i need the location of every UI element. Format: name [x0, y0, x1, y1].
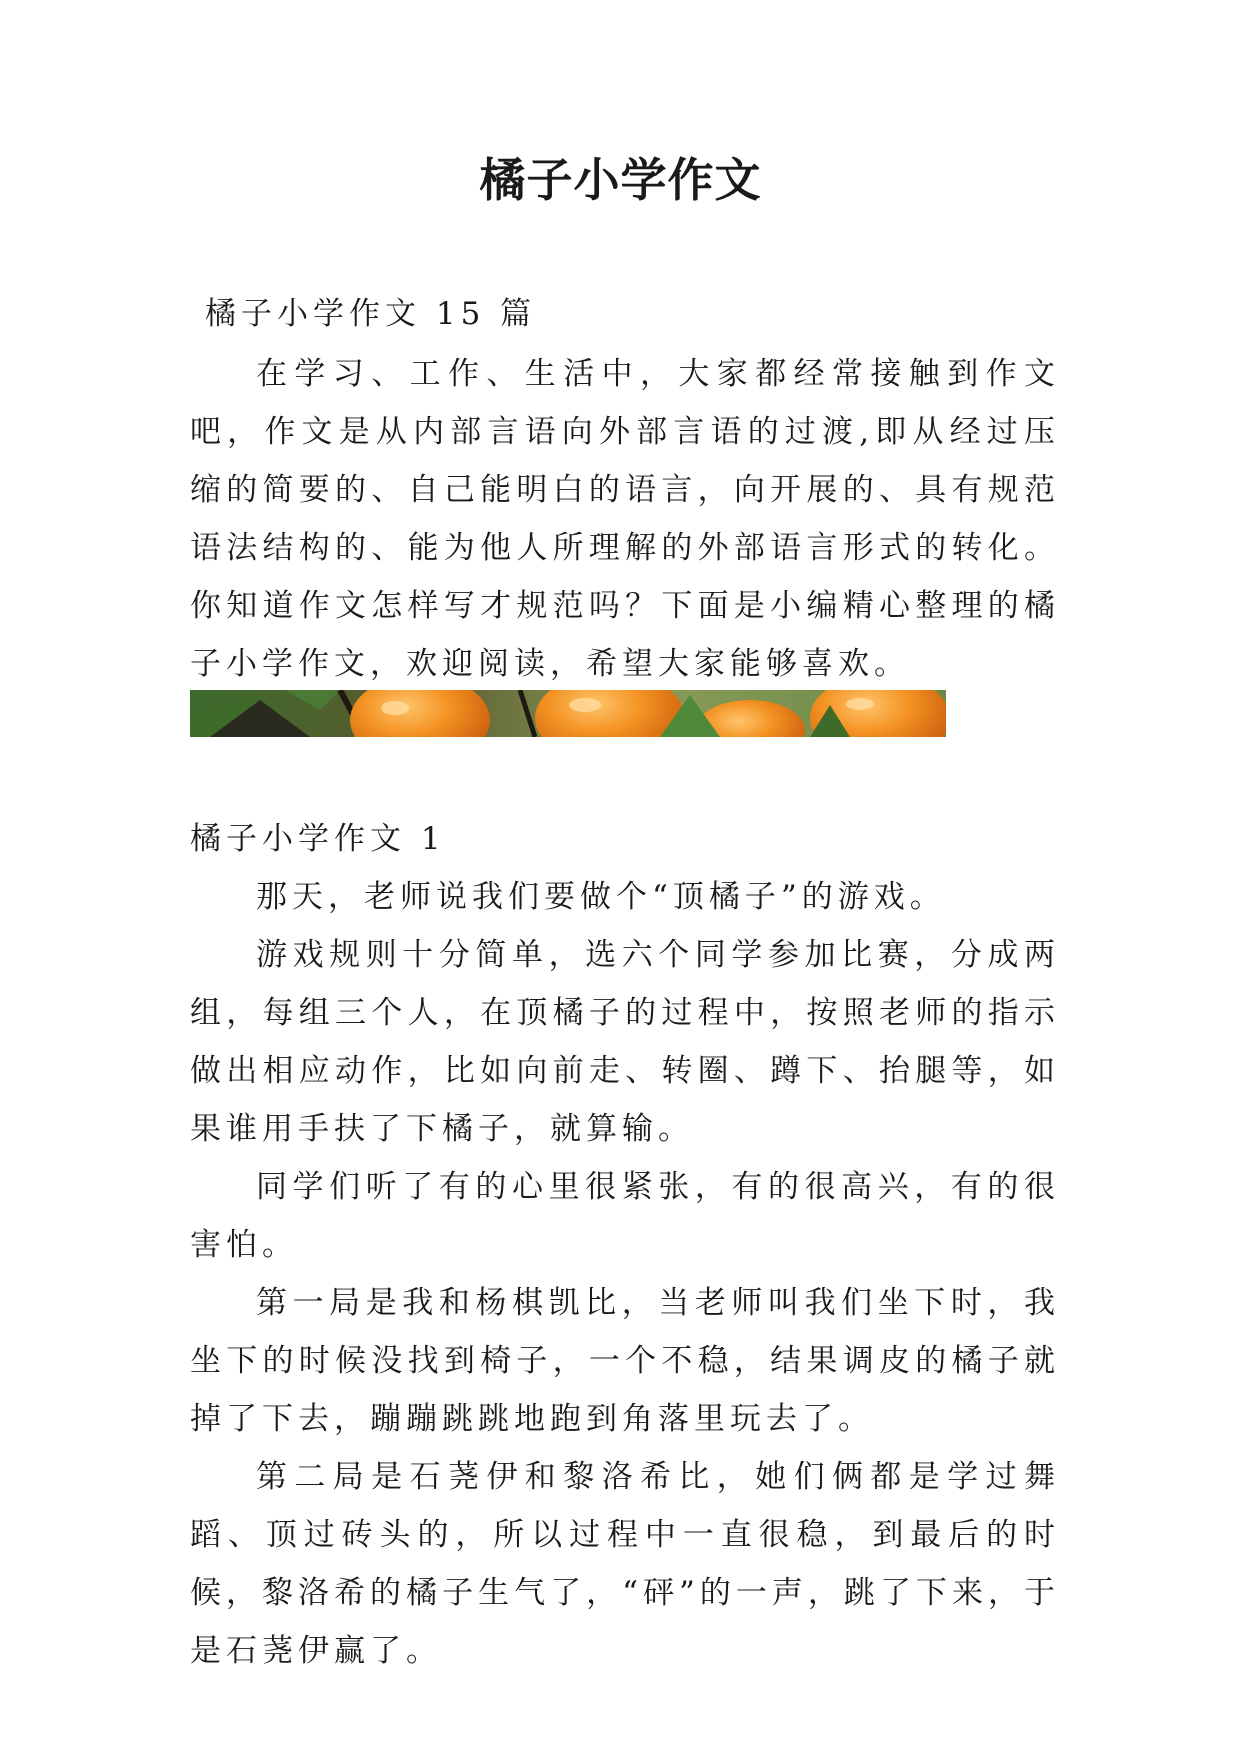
- oranges-photo-banner: [190, 690, 946, 737]
- document-subtitle: 橘子小学作文 15 篇: [205, 296, 537, 332]
- story-body: [190, 868, 1060, 1680]
- oranges-photo-icon: [190, 690, 946, 737]
- story-paragraph: 第一局是我和杨棋凯比，当老师叫我们坐下时，我坐下的时候没找到椅子，一个不稳，结果调皮的橘子就掉了下去，蹦蹦跳跳地跑到角落里玩去了。: [190, 1285, 1060, 1437]
- story-paragraph: 游戏规则十分简单，选六个同学参加比赛，分成两组，每组三个人，在顶橘子的过程中，按照老师的指示做出相应动作，比如向前走、转圈、蹲下、抬腿等，如果谁用手扶了下橘子，就算输。: [190, 937, 1060, 1147]
- story-paragraph: 同学们听了有的心里很紧张，有的很高兴，有的很害怕。: [190, 1169, 1060, 1263]
- intro-paragraph: 在学习、工作、生活中，大家都经常接触到作文吧，作文是从内部言语向外部言语的过渡,即从经过压缩的简要的、自己能明白的语言，向开展的、具有规范语法结构的、能为他人所理解的外部语言形式的转化。你知道作文怎样写才规范吗？下面是小编精心整理的橘子小学作文，欢迎阅读，希望大家能够喜欢。: [190, 356, 1060, 682]
- story-paragraph: 第二局是石荛伊和黎洛希比，她们俩都是学过舞蹈、顶过砖头的，所以过程中一直很稳，到最后的时候，黎洛希的橘子生气了，“砰”的一声，跳了下来，于是石荛伊赢了。: [190, 1459, 1060, 1669]
- section-heading: 橘子小学作文 1: [190, 821, 446, 857]
- story-paragraph: 那天，老师说我们要做个“顶橘子”的游戏。: [256, 879, 946, 915]
- page-title: 橘子小学作文: [479, 153, 762, 207]
